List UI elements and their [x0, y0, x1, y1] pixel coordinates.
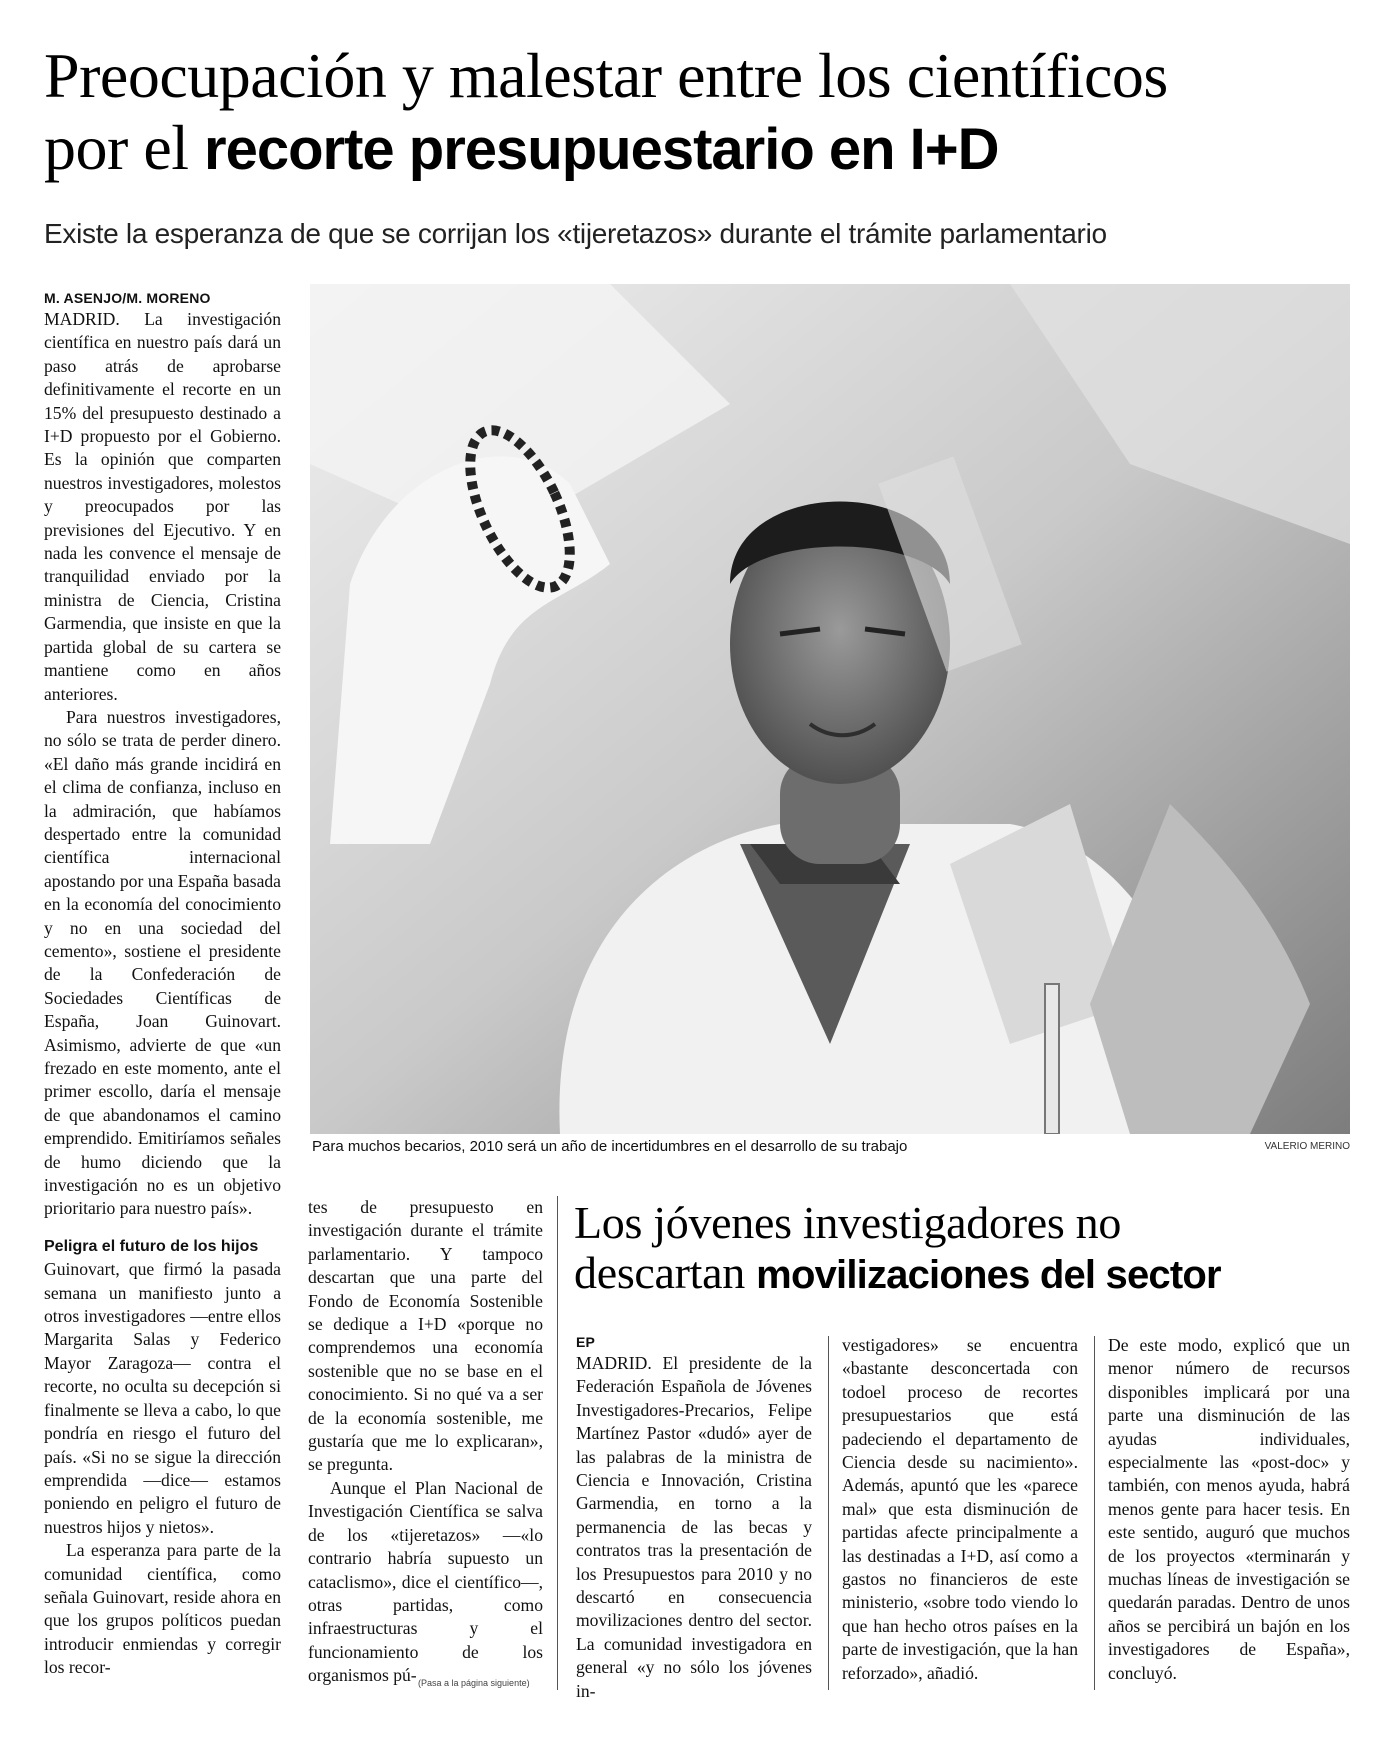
photo-illustration	[310, 284, 1350, 1134]
headline-line-2	[44, 112, 1364, 186]
paragraph: MADRID. La investigación científica en nuestro país dará un paso atrás de aprobarse definitivamente el recorte en un 15% del presupuesto destinado a I+D propuesto por el Gobierno. Es la opinión que comparten nuestros investigadores, molestos y preocupados por las previsiones del Ejecutivo. Y en nada les convence el mensaje de tranquilidad enviado por la ministra de Ciencia, Cristina Garmendia, que insiste en que la partida global de su cartera se mantiene como en años anteriores.	[44, 309, 281, 704]
article-byline: M. ASENJO/M. MORENO	[44, 290, 211, 306]
headline-line-2-regular: por el	[44, 112, 204, 183]
main-headline	[44, 40, 1364, 186]
article-column-2	[308, 1196, 543, 1688]
paragraph: Para nuestros investigadores, no sólo se trata de perder dinero. «El daño más grande incidirá en el clima de confianza, incluso en la admiración, que habíamos despertado entre la comunidad científica internacional apostando por una España basada en la economía del conocimiento y no en una sociedad del cemento», sostiene el presidente de la Confederación de Sociedades Científicas de España, Joan Guinovart. Asimismo, advierte de que «un frezado en este momento, ante el primer escollo, daría el mensaje de que abandonamos el camino emprendido. Emitiríamos señales de humo diciendo que la investigación no es un objetivo prioritario para nuestro país».	[44, 706, 281, 1219]
paragraph: vestigadores» se encuentra «bastante desconcertada con todoel proceso de recortes presupuestarios que está padeciendo el departamento de Ciencia desde su nacimiento». Además, apuntó que les «parece mal» que esta disminución de partidas afecte principalmente a las destinadas a I+D, así como a gastos no financieros de este ministerio, «sobre todo viendo lo que han hecho otros países en la parte de investigación, que la han reforzado», añadió.	[842, 1335, 1078, 1683]
headline-line-2-bold: recorte presupuestario en I+D	[204, 117, 999, 182]
paragraph: La esperanza para parte de la comunidad científica, como señala Guinovart, reside ahora en que los grupos políticos puedan introducir enmiendas y corregir los recor-	[44, 1540, 281, 1678]
article-column-1	[44, 308, 281, 1680]
photo-credit: VALERIO MERINO	[1264, 1141, 1350, 1152]
column-divider	[1094, 1336, 1095, 1690]
subheadline: Existe la esperanza de que se corrijan los «tijeretazos» durante el trámite parlamentario	[44, 218, 1107, 249]
continued-note: (Pasa a la página siguiente)	[418, 1678, 530, 1688]
article-2-headline-line-2	[574, 1248, 1354, 1300]
article-2-column-2	[842, 1334, 1078, 1685]
article-2-column-1	[576, 1352, 812, 1703]
article-2-headline-bold: movilizaciones del sector	[756, 1253, 1221, 1297]
scientist-photo	[310, 284, 1350, 1134]
paragraph: Aunque el Plan Nacional de Investigación Científica se salva de los «tijeretazos» —«lo contrario habría supuesto un cataclismo», dice el científico—, otras partidas, como infraestructuras y el funcionamiento de los organismos pú-	[308, 1477, 543, 1686]
column-divider	[828, 1336, 829, 1690]
headline-line-1: Preocupación y malestar entre los científicos	[44, 40, 1168, 111]
paragraph: De este modo, explicó que un menor número de recursos disponibles implicará por una parte una disminución de las ayudas individuales, especialmente las «post-doc» y también, con menos ayuda, habrá menos gente para hacer tesis. En este sentido, auguró que muchos de los proyectos «terminarán y muchas líneas de investigación se quedarán paradas. Dentro de unos años se percibirá un bajón en los investigadores de España», concluyó.	[1108, 1335, 1350, 1683]
paragraph: tes de presupuesto en investigación durante el trámite parlamentario. Y tampoco descartan que una parte del Fondo de Economía Sostenible se dedique a I+D «porque no comprendemos una economía sostenible que no se base en el conocimiento. Si no qué va a ser de la economía sostenible, me gustaría que me lo explicaran», se pregunta.	[308, 1197, 543, 1475]
column-divider	[557, 1196, 558, 1690]
article-2-headline	[574, 1198, 1354, 1300]
paragraph: MADRID. El presidente de la Federación Española de Jóvenes Investigadores-Precarios, Felipe Martínez Pastor «dudó» ayer de las palabras de la ministra de Ciencia e Innovación, Cristina Garmendia, en torno a la permanencia de las becas y contratos tras la presentación de los Presupuestos para 2010 y no descartó en consecuencia movilizaciones dentro del sector. La comunidad investigadora en general «y no sólo los jóvenes in-	[576, 1353, 812, 1701]
article-2-byline: EP	[576, 1334, 596, 1350]
article-2-headline-regular: descartan	[574, 1247, 757, 1298]
article-2-headline-line-1: Los jóvenes investigadores no	[574, 1197, 1122, 1248]
paragraph: Guinovart, que firmó la pasada semana un manifiesto junto a otros investigadores —entre ellos Margarita Salas y Federico Mayor Zaragoza— contra el recorte, no oculta su decepción si finalmente se lleva a cabo, lo que pondría en riesgo el futuro del país. «Si no se sigue la dirección emprendida —dice— estamos poniendo en peligro el futuro de nuestros hijos y nietos».	[44, 1259, 281, 1537]
photo-caption: Para muchos becarios, 2010 será un año de incertidumbres en el desarrollo de su trabajo	[312, 1138, 908, 1155]
section-subtitle: Peligra el futuro de los hijos	[44, 1237, 259, 1255]
article-2-column-3	[1108, 1334, 1350, 1685]
